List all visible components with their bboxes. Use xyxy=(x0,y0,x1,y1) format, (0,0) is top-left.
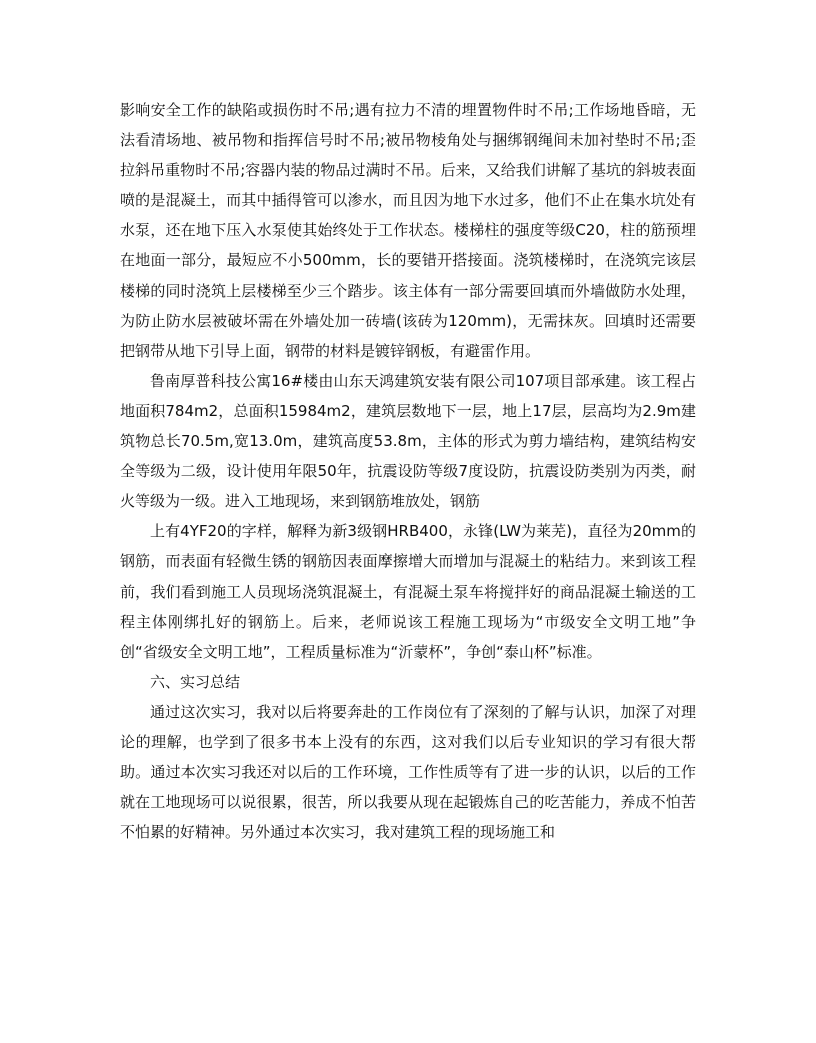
document-body xyxy=(120,95,696,847)
section-heading-summary: 六、实习总结 xyxy=(150,672,241,691)
paragraph-summary: 通过这次实习，我对以后将要奔赴的工作岗位有了深刻的了解与认识，加深了对理论的理解，也学到了很多书本上没有的东西，这对我们以后专业知识的学习有很大帮助。通过本次实习我还对以后的工作环境，工作性质等有了进一步的认识，以后的工作就在工地现场可以说很累，很苦，所以我要从现在起锻炼自己的吃苦能力，养成不怕苦不怕累的好精神。另外通过本次实习，我对建筑工程的现场施工和 xyxy=(120,702,696,842)
paragraph-hoisting-rules: 影响安全工作的缺陷或损伤时不吊;遇有拉力不清的埋置物件时不吊;工作场地昏暗，无法看清场地、被吊物和指挥信号时不吊;被吊物棱角处与捆绑钢绳间未加衬垫时不吊;歪拉斜吊重物时不吊;容器内装的物品过满时不吊。后来，又给我们讲解了基坑的斜坡表面喷的是混凝土，而其中插得管可以渗水，而且因为地下水过多，他们不止在集水坑处有水泵，还在地下压入水泵使其始终处于工作状态。楼梯柱的强度等级C20，柱的筋预埋在地面一部分，最短应不小500mm，长的要错开搭接面。浇筑楼梯时，在浇筑完该层楼梯的同时浇筑上层楼梯至少三个踏步。该主体有一部分需要回填而外墙做防水处理，为防止防水层被破坏需在外墙处加一砖墙(该砖为120mm)，无需抹灰。回填时还需要把钢带从地下引导上面，钢带的材料是镀锌钢板，有避雷作用。 xyxy=(120,101,696,360)
paragraph-rebar-and-concrete: 上有4YF20的字样，解释为新3级钢HRB400，永锋(LW为莱芜)，直径为20mm的钢筋，而表面有轻微生锈的钢筋因表面摩擦增大而增加与混凝土的粘结力。来到该工程前，我们看到施工人员现场浇筑混凝土，有混凝土泵车将搅拌好的商品混凝土输送的工程主体刚绑扎好的钢筋上。后来，老师说该工程施工现场为“市级安全文明工地”争创“省级安全文明工地”，工程质量标准为“沂蒙杯”，争创“泰山杯”标准。 xyxy=(120,522,696,661)
paragraph-project-overview: 鲁南厚普科技公寓16#楼由山东天鸿建筑安装有限公司107项目部承建。该工程占地面积784m2，总面积15984m2，建筑层数地下一层，地上17层，层高均为2.9m建筑物总长70.5m,宽13.0m，建筑高度53.8m，主体的形式为剪力墙结构，建筑结构安全等级为二级，设计使用年限50年，抗震设防等级7度设防，抗震设防类别为丙类，耐火等级为一级。进入工地现场，来到钢筋堆放处，钢筋 xyxy=(120,371,696,511)
